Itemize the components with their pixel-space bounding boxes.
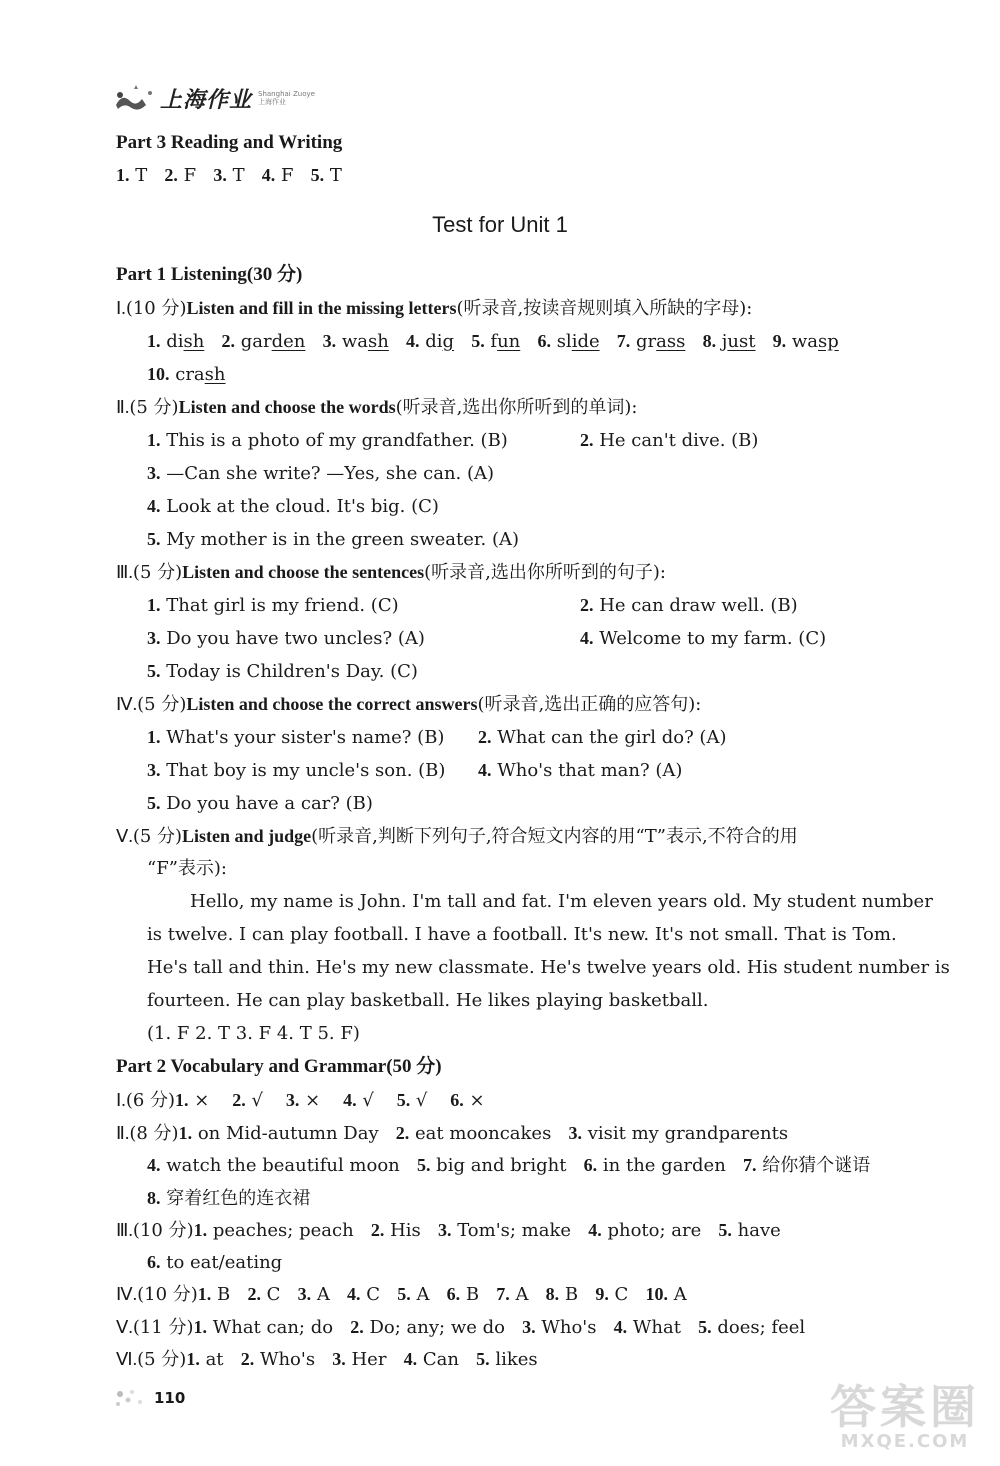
part2-heading: Part 2 Vocabulary and Grammar(50 分) [116,1056,442,1077]
list-item: 1. What's your sister's name? (B) [147,727,445,748]
p1-section5-instruction: Ⅴ.(5 分)Listen and judge(听录音,判断下列句子,符合短文内容的用“T”表示,不符合的用 [116,826,798,847]
list-item: 3. That boy is my uncle's son. (B) [147,760,446,781]
p1-section4-instruction: Ⅳ.(5 分)Listen and choose the correct answers(听录音,选出正确的应答句): [116,694,702,715]
page-footer [112,1386,185,1410]
p1-section2-instruction: Ⅱ.(5 分)Listen and choose the words(听录音,选出你所听到的单词): [116,397,638,418]
list-item: 4. Welcome to my farm. (C) [580,628,827,649]
list-item: 5. My mother is in the green sweater. (A) [147,529,520,550]
passage-line: fourteen. He can play basketball. He likes playing basketball. [147,990,709,1011]
flower-deco-icon [112,1386,148,1410]
p2-row5: Ⅴ.(11 分)1. What can; do 2. Do; any; we do 3. Who's 4. What 5. does; feel [116,1317,806,1338]
brand-subtitle-line1: Shanghai Zuoye [258,90,315,98]
p2-row6: Ⅵ.(5 分)1. at 2. Who's 3. Her 4. Can 5. likes [116,1349,538,1370]
list-item: 4. Who's that man? (A) [478,760,683,781]
list-item: 5. Do you have a car? (B) [147,793,373,814]
brand-subtitle [258,90,315,106]
part3-heading: Part 3 Reading and Writing [116,132,343,153]
passage-line: He's tall and thin. He's my new classmate. He's twelve years old. His student number is [147,957,950,978]
passage-line: is twelve. I can play football. I have a football. It's new. It's not small. That is Tom. [147,924,897,945]
list-item: 3. Do you have two uncles? (A) [147,628,425,649]
p2-row3-line2: 6. to eat/eating [147,1252,283,1273]
fairy-logo-icon [112,83,160,113]
p1-section1-instruction [116,295,752,322]
part3-answer: T [232,165,245,186]
passage-line: Hello, my name is John. I'm tall and fat. I'm eleven years old. My student number [190,891,933,912]
brand-subtitle-line2: 上海作业 [258,98,287,106]
list-item: 4. Look at the cloud. It's big. (C) [147,496,439,517]
list-item: 2. He can't dive. (B) [580,430,759,451]
p2-row2-line2: 4. watch the beautiful moon 5. big and bright 6. in the garden 7. 给你猜个谜语 [147,1155,871,1176]
list-item: 2. What can the girl do? (A) [478,727,727,748]
page-number: 110 [154,1389,186,1407]
part3-answer: T [135,165,148,186]
p2-row1: Ⅰ.(6 分)1. × 2. √ 3. × 4. √ 5. √ 6. × [116,1090,485,1111]
p1-section5-instruction-cont: “F”表示): [147,858,227,879]
section-instruction: Listen and fill in the missing letters [186,298,457,318]
part3-answer: F [183,165,197,186]
watermark [830,1380,980,1452]
part1-heading: Part 1 Listening(30 分) [116,264,303,285]
section-instruction-cn: (听录音,按读音规则填入所缺的字母): [456,298,753,319]
list-item: 5. Today is Children's Day. (C) [147,661,418,682]
p1-section1-words-row1: 1. dish 2. garden 3. wash 4. dig 5. fun 6. slide 7. grass 8. just 9. wasp [147,331,839,352]
p2-row2-line1: Ⅱ.(8 分)1. on Mid-autumn Day 2. eat mooncakes 3. visit my grandparents [116,1123,789,1144]
p2-row3-line1: Ⅲ.(10 分)1. peaches; peach 2. His 3. Tom's; make 4. photo; are 5. have [116,1220,781,1241]
watermark-url: MXQE.COM [840,1431,970,1452]
list-item: 2. He can draw well. (B) [580,595,798,616]
list-item: 3. —Can she write? —Yes, she can. (A) [147,463,495,484]
p1-section1-words-row2: 10. crash [147,364,226,385]
test-title: Test for Unit 1 [432,212,568,237]
list-item: 1. This is a photo of my grandfather. (B) [147,430,508,451]
part3-answers: 1. T 2. F 3. T 4. F 5. T [116,165,342,186]
p2-row4: Ⅳ.(10 分)1. B 2. C 3. A 4. C 5. A 6. B 7. A 8. B 9. C 10. A [116,1284,687,1305]
p1-section3-instruction: Ⅲ.(5 分)Listen and choose the sentences(听录音,选出你所听到的句子): [116,562,666,583]
header-logo [112,80,315,116]
part3-answer: F [280,165,294,186]
p1-section5-answers: (1. F 2. T 3. F 4. T 5. F) [147,1023,360,1044]
section-score: (10 分) [125,298,187,319]
p2-row2-line3: 8. 穿着红色的连衣裙 [147,1188,311,1209]
list-item: 1. That girl is my friend. (C) [147,595,399,616]
brand-title: 上海作业 [160,87,253,113]
watermark-text: 答案圈 [830,1380,980,1434]
part3-answer: T [329,165,342,186]
section-number: Ⅰ. [116,298,126,318]
